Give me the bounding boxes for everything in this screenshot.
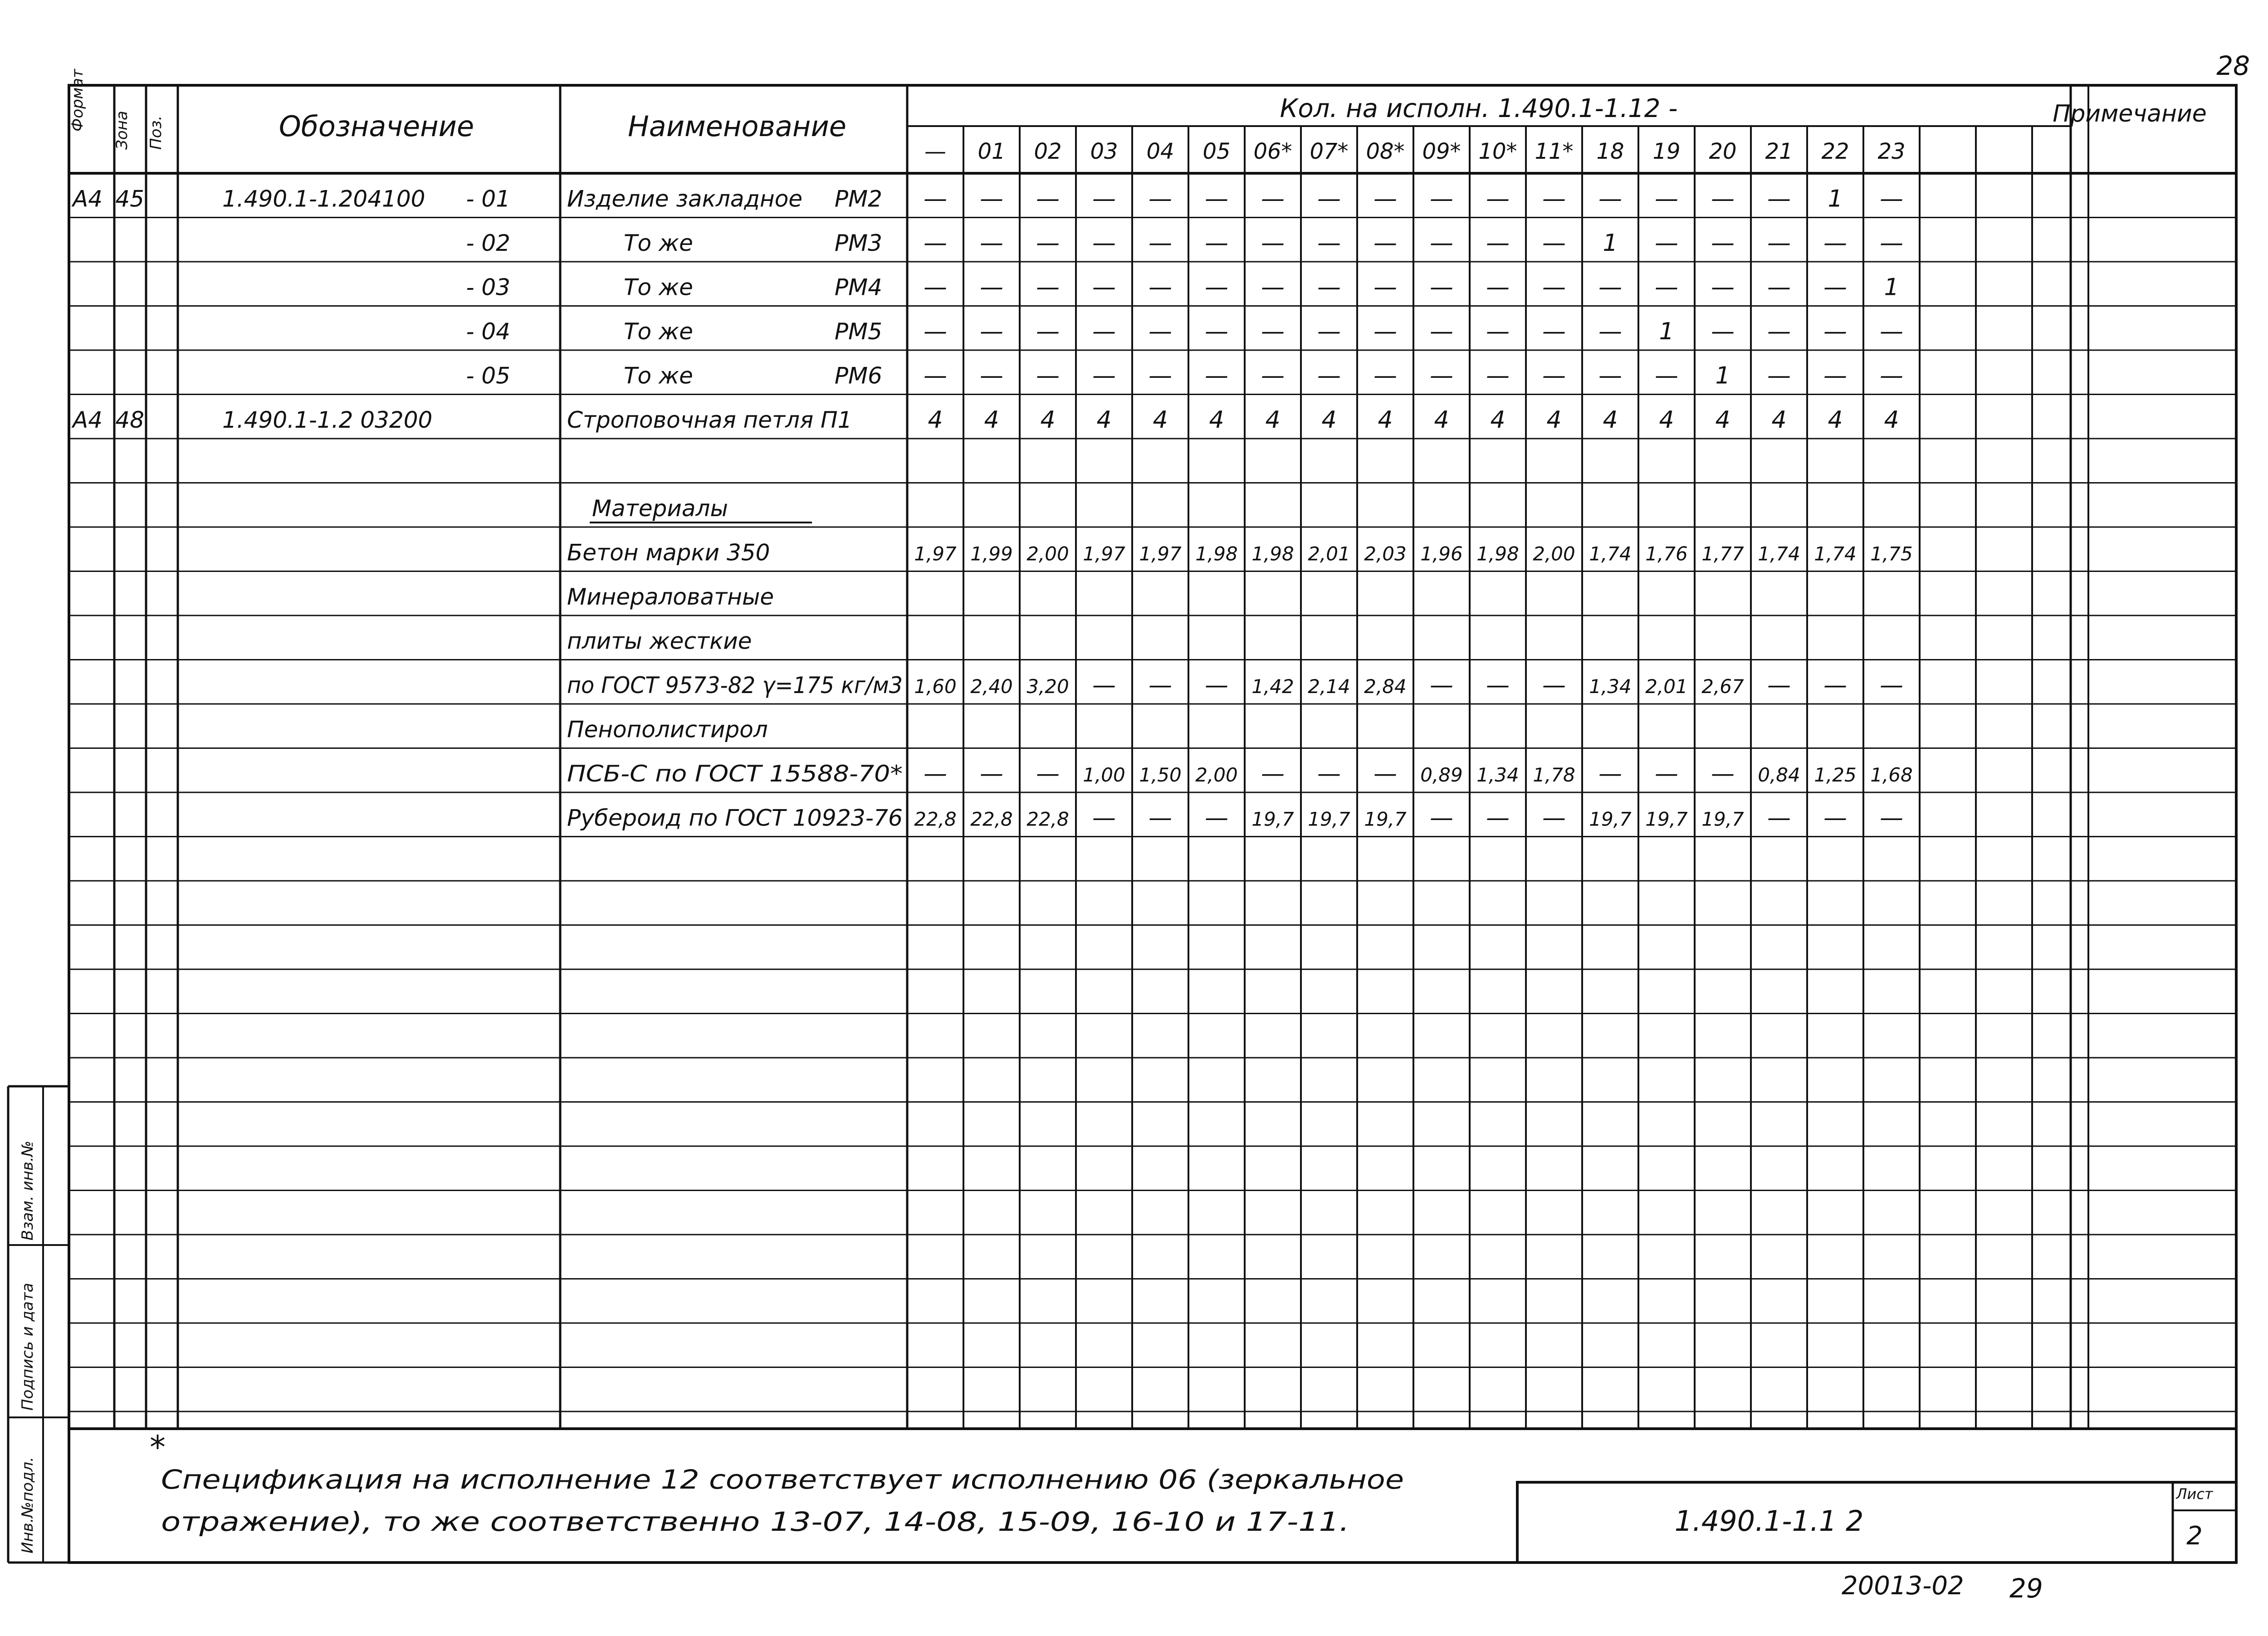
variant-column-header: 08* — [1366, 139, 1405, 164]
cell-quantity: — — [1542, 804, 1566, 832]
cell-quantity: 1 — [1659, 318, 1674, 345]
cell-quantity: 19,7 — [1701, 808, 1744, 830]
cell-quantity: — — [1655, 760, 1678, 787]
cell-quantity: — — [1486, 672, 1510, 699]
cell-quantity: — — [1092, 185, 1116, 213]
cell-quantity: — — [1036, 318, 1060, 345]
cell-mark: РМ6 — [834, 362, 882, 389]
cell-quantity: — — [1486, 273, 1510, 301]
cell-quantity: 1 — [1828, 185, 1843, 213]
cell-quantity: 4 — [928, 406, 943, 434]
cell-quantity: — — [1767, 318, 1791, 345]
cell-quantity: — — [1036, 230, 1060, 257]
cell-quantity: — — [1205, 230, 1228, 257]
cell-quantity: 4 — [1771, 406, 1787, 434]
cell-quantity: — — [1430, 185, 1453, 213]
cell-quantity: 0,89 — [1420, 764, 1463, 786]
title-block-sheet-label: Лист — [2176, 1485, 2213, 1503]
variant-column-header: 09* — [1422, 139, 1461, 164]
variant-column-header: 22 — [1821, 139, 1849, 164]
variant-column-header: 10* — [1478, 139, 1517, 164]
cell-quantity: — — [1205, 185, 1228, 213]
cell-quantity: — — [1036, 273, 1060, 301]
variant-column-header: 02 — [1034, 139, 1062, 164]
cell-quantity: — — [1317, 230, 1341, 257]
cell-quantity: — — [1767, 185, 1791, 213]
cell-quantity: 4 — [1715, 406, 1730, 434]
cell-quantity: — — [1205, 318, 1228, 345]
cell-quantity: — — [1149, 230, 1172, 257]
cell-mark: РМ2 — [834, 186, 882, 212]
cell-quantity: — — [924, 362, 947, 390]
cell-quantity: — — [1092, 230, 1116, 257]
cell-quantity: — — [1486, 230, 1510, 257]
cell-quantity: — — [1486, 362, 1510, 390]
header-pos: Поз. — [147, 115, 165, 150]
cell-quantity: — — [1711, 230, 1735, 257]
cell-quantity: — — [1149, 804, 1172, 832]
cell-quantity: 1 — [1603, 230, 1618, 257]
title-block-sheet-number: 2 — [2186, 1521, 2203, 1551]
cell-quantity: — — [1598, 185, 1622, 213]
cell-quantity: — — [1149, 273, 1172, 301]
cell-quantity: — — [1261, 362, 1285, 390]
cell-quantity: 1 — [1715, 362, 1730, 390]
cell-quantity: — — [1036, 185, 1060, 213]
cell-quantity: — — [1598, 318, 1622, 345]
variant-column-header: 03 — [1090, 139, 1118, 164]
variant-column-header: 06* — [1253, 139, 1292, 164]
title-block-doc-code: 1.490.1-1.1 2 — [1674, 1504, 1864, 1538]
cell-name: Пенополистирол — [567, 716, 768, 743]
cell-quantity: 2,01 — [1308, 542, 1350, 565]
variant-column-header: 11* — [1535, 139, 1574, 164]
cell-quantity: — — [1823, 804, 1847, 832]
header-name: Наименование — [628, 110, 846, 143]
cell-quantity: — — [1374, 318, 1397, 345]
cell-quantity: 1,98 — [1195, 542, 1238, 565]
cell-quantity: — — [924, 318, 947, 345]
cell-quantity: — — [1261, 230, 1285, 257]
cell-quantity: — — [1880, 185, 1903, 213]
title-block — [1517, 1482, 2236, 1563]
cell-quantity: 1,00 — [1083, 764, 1125, 786]
cell-quantity: — — [1655, 230, 1678, 257]
cell-quantity: 1,25 — [1814, 764, 1857, 786]
table-row — [567, 540, 1913, 566]
table-row — [567, 672, 1903, 699]
cell-quantity: — — [1486, 318, 1510, 345]
cell-quantity: — — [1430, 362, 1453, 390]
cell-quantity: — — [1823, 273, 1847, 301]
cell-quantity: — — [1767, 672, 1791, 699]
cell-quantity: — — [1542, 672, 1566, 699]
cell-quantity: — — [1880, 804, 1903, 832]
cell-quantity: — — [1542, 230, 1566, 257]
cell-quantity: — — [1317, 185, 1341, 213]
cell-quantity: 2,67 — [1701, 675, 1744, 698]
cell-quantity: 1,74 — [1589, 542, 1632, 565]
cell-quantity: 22,8 — [970, 808, 1013, 830]
header-format: Формат — [68, 69, 87, 132]
cell-name: по ГОСТ 9573-82 γ=175 кг/м3 — [567, 672, 903, 698]
cell-quantity: — — [1317, 760, 1341, 787]
cell-quantity: — — [1823, 362, 1847, 390]
cell-quantity: — — [1374, 362, 1397, 390]
cell-quantity: 2,00 — [1026, 542, 1069, 565]
cell-quantity: — — [1261, 273, 1285, 301]
cell-quantity: 1,75 — [1870, 542, 1913, 565]
cell-quantity: 1,77 — [1701, 542, 1744, 565]
variant-column-header: 01 — [978, 139, 1006, 164]
cell-quantity: 4 — [1603, 406, 1618, 434]
cell-quantity: — — [1430, 318, 1453, 345]
cell-quantity: 1,74 — [1758, 542, 1800, 565]
cell-quantity: — — [1767, 273, 1791, 301]
cell-quantity: 19,7 — [1645, 808, 1688, 830]
variant-column-header: 20 — [1709, 139, 1737, 164]
cell-quantity: — — [1430, 230, 1453, 257]
cell-quantity: — — [1542, 318, 1566, 345]
table-row — [71, 406, 1899, 434]
cell-quantity: 1,97 — [1139, 542, 1182, 565]
cell-quantity: 4 — [1040, 406, 1056, 434]
cell-name: Бетон марки 350 — [567, 539, 770, 566]
cell-quantity: — — [924, 760, 947, 787]
cell-quantity: — — [1036, 760, 1060, 787]
cell-name: плиты жесткие — [567, 628, 752, 654]
header-note: Примечание — [2053, 100, 2207, 127]
cell-quantity: — — [1430, 672, 1453, 699]
cell-designation: 1.490.1-1.204100 — [222, 186, 425, 212]
cell-quantity: 4 — [1265, 406, 1281, 434]
cell-quantity: 4 — [1659, 406, 1674, 434]
cell-quantity: — — [1149, 672, 1172, 699]
cell-quantity: 1,50 — [1139, 764, 1182, 786]
cell-quantity: 4 — [1321, 406, 1337, 434]
cell-designation-suffix: - 04 — [466, 318, 510, 345]
cell-quantity: — — [1205, 273, 1228, 301]
cell-quantity: — — [1317, 362, 1341, 390]
table-row — [466, 318, 1903, 345]
cell-quantity: 4 — [1096, 406, 1112, 434]
cell-quantity: — — [1205, 672, 1228, 699]
cell-quantity: 1,34 — [1589, 675, 1632, 698]
table-row — [71, 186, 1903, 213]
cell-quantity: 4 — [1209, 406, 1224, 434]
cell-quantity: 1 — [1884, 273, 1899, 301]
cell-designation-suffix: - 05 — [466, 362, 510, 389]
cell-quantity: — — [1261, 760, 1285, 787]
cell-quantity: — — [1374, 273, 1397, 301]
cell-quantity: 2,01 — [1645, 675, 1688, 698]
cell-quantity: — — [1767, 230, 1791, 257]
header-quantity-group: Кол. на исполн. 1.490.1-1.12 - — [1280, 94, 1678, 123]
cell-quantity: — — [1880, 362, 1903, 390]
cell-quantity: 1,74 — [1814, 542, 1857, 565]
cell-quantity: 4 — [1434, 406, 1449, 434]
cell-quantity: — — [1823, 318, 1847, 345]
cell-quantity: — — [1880, 672, 1903, 699]
side-stamp-podpis-data: Подпись и дата — [19, 1283, 37, 1411]
cell-quantity: — — [924, 230, 947, 257]
cell-quantity: — — [1092, 804, 1116, 832]
table-row — [567, 717, 768, 743]
header-designation: Обозначение — [279, 110, 474, 143]
cell-quantity: — — [924, 273, 947, 301]
cell-quantity: 1,68 — [1870, 764, 1913, 786]
cell-quantity: 1,42 — [1251, 675, 1294, 698]
cell-name: Изделие закладное — [567, 186, 803, 212]
cell-quantity: 4 — [1378, 406, 1393, 434]
cell-quantity: — — [1374, 760, 1397, 787]
cell-designation-suffix: - 02 — [466, 230, 510, 256]
cell-quantity: 2,00 — [1195, 764, 1238, 786]
cell-name: То же — [624, 274, 693, 301]
footnote-asterisk: * — [150, 1429, 166, 1466]
cell-name: Рубероид по ГОСТ 10923-76 — [567, 805, 903, 831]
table-row — [567, 760, 1913, 787]
cell-quantity: 22,8 — [1026, 808, 1069, 830]
cell-quantity: 1,78 — [1533, 764, 1575, 786]
cell-quantity: — — [1036, 362, 1060, 390]
cell-quantity: 3,20 — [1026, 675, 1069, 698]
cell-quantity: 4 — [1546, 406, 1562, 434]
cell-quantity: — — [1598, 273, 1622, 301]
cell-quantity: — — [1092, 672, 1116, 699]
cell-format: А4 — [73, 407, 103, 433]
cell-quantity: 1,76 — [1645, 542, 1688, 565]
cell-name: То же — [624, 362, 693, 389]
cell-quantity: — — [1598, 760, 1622, 787]
variant-column-header: 05 — [1202, 139, 1231, 164]
cell-quantity: 1,99 — [970, 542, 1013, 565]
cell-quantity: — — [1486, 804, 1510, 832]
cell-quantity: — — [1430, 273, 1453, 301]
cell-quantity: 2,14 — [1308, 675, 1350, 698]
cell-name-section-heading: Материалы — [592, 495, 728, 522]
cell-quantity: 1,97 — [914, 542, 957, 565]
cell-quantity: — — [1598, 362, 1622, 390]
cell-quantity: 1,60 — [914, 675, 957, 698]
table-row — [567, 628, 752, 654]
footnote-line-1: Спецификация на исполнение 12 соответствует исполнению 06 (зеркальное — [161, 1464, 1404, 1495]
cell-quantity: — — [1880, 318, 1903, 345]
cell-quantity: 4 — [1884, 406, 1899, 434]
cell-quantity: — — [980, 185, 1003, 213]
variant-column-header: 23 — [1877, 139, 1906, 164]
cell-quantity: — — [1711, 185, 1735, 213]
variant-column-header: 19 — [1652, 139, 1681, 164]
cell-designation-suffix: - 01 — [466, 186, 510, 212]
cell-quantity: — — [1655, 273, 1678, 301]
cell-quantity: — — [1317, 318, 1341, 345]
variant-column-header: 04 — [1146, 139, 1174, 164]
cell-quantity: 4 — [984, 406, 999, 434]
cell-quantity: 2,84 — [1364, 675, 1407, 698]
cell-quantity: — — [1542, 362, 1566, 390]
cell-quantity: — — [980, 230, 1003, 257]
cell-quantity: — — [1092, 362, 1116, 390]
cell-quantity: — — [980, 318, 1003, 345]
cell-name: Минераловатные — [567, 584, 774, 610]
cell-quantity: — — [1711, 318, 1735, 345]
cell-quantity: — — [1261, 185, 1285, 213]
cell-quantity: — — [1092, 318, 1116, 345]
cell-quantity: 1,98 — [1476, 542, 1519, 565]
cell-pos: 45 — [115, 186, 144, 212]
table-row — [567, 584, 774, 610]
cell-quantity: — — [1092, 273, 1116, 301]
page-number: 28 — [2216, 50, 2250, 81]
cell-quantity: — — [1205, 804, 1228, 832]
cell-name: ПСБ-С по ГОСТ 15588-70* — [567, 761, 903, 787]
cell-mark: РМ4 — [834, 274, 882, 301]
cell-quantity: — — [1205, 362, 1228, 390]
table-row — [466, 274, 1899, 301]
cell-quantity: — — [1767, 362, 1791, 390]
cell-quantity: 19,7 — [1308, 808, 1350, 830]
cell-quantity: 0,84 — [1758, 764, 1800, 786]
cell-quantity: — — [1711, 273, 1735, 301]
cell-quantity: 2,40 — [970, 675, 1013, 698]
cell-quantity: — — [1711, 760, 1735, 787]
cell-quantity: 1,34 — [1476, 764, 1519, 786]
side-stamp-inv-podl: Инв.№подл. — [19, 1457, 37, 1553]
cell-name: То же — [624, 230, 693, 256]
cell-quantity: 19,7 — [1251, 808, 1294, 830]
cell-quantity: — — [1430, 804, 1453, 832]
cell-quantity: 2,00 — [1533, 542, 1575, 565]
cell-quantity: 19,7 — [1589, 808, 1632, 830]
table-row — [466, 230, 1903, 257]
cell-designation: 1.490.1-1.2 03200 — [222, 407, 433, 433]
cell-quantity: — — [1823, 230, 1847, 257]
cell-quantity: 4 — [1828, 406, 1843, 434]
cell-quantity: — — [1542, 273, 1566, 301]
header-zone: Зона — [113, 111, 131, 150]
cell-quantity: 1,97 — [1083, 542, 1125, 565]
cell-quantity: — — [1149, 362, 1172, 390]
variant-column-header: 21 — [1765, 139, 1793, 164]
cell-mark: РМ3 — [834, 230, 882, 256]
cell-quantity: 19,7 — [1364, 808, 1407, 830]
footnote-line-2: отражение), то же соответственно 13-07, 14-08, 15-09, 16-10 и 17-11. — [161, 1506, 1349, 1537]
cell-quantity: — — [1823, 672, 1847, 699]
cell-designation-suffix: - 03 — [466, 274, 510, 301]
cell-mark: РМ5 — [834, 318, 882, 345]
specification-rows — [71, 186, 1913, 832]
cell-quantity: — — [980, 273, 1003, 301]
archive-page: 29 — [2009, 1573, 2043, 1604]
variant-column-headers — [924, 139, 1906, 164]
table-row — [466, 362, 1903, 390]
cell-pos: 48 — [115, 407, 144, 433]
cell-quantity: — — [1655, 362, 1678, 390]
variant-column-header: 18 — [1596, 139, 1624, 164]
variant-column-header: — — [924, 139, 946, 164]
cell-quantity: — — [1149, 185, 1172, 213]
table-row — [567, 805, 1903, 832]
cell-quantity: — — [924, 185, 947, 213]
cell-quantity: — — [980, 362, 1003, 390]
cell-quantity: 4 — [1153, 406, 1168, 434]
variant-column-header: 07* — [1310, 139, 1349, 164]
cell-quantity: — — [1149, 318, 1172, 345]
cell-quantity: — — [1374, 230, 1397, 257]
cell-name: Строповочная петля П1 — [567, 407, 852, 433]
cell-quantity: — — [1542, 185, 1566, 213]
cell-name: То же — [624, 318, 693, 345]
table-row — [590, 495, 812, 523]
archive-number: 20013-02 — [1842, 1571, 1964, 1601]
cell-quantity: — — [980, 760, 1003, 787]
cell-quantity: — — [1767, 804, 1791, 832]
cell-quantity: — — [1317, 273, 1341, 301]
cell-quantity: — — [1655, 185, 1678, 213]
cell-quantity: — — [1374, 185, 1397, 213]
cell-quantity: — — [1486, 185, 1510, 213]
cell-quantity: 4 — [1490, 406, 1505, 434]
side-stamp-vzam-inv: Взам. инв.№ — [19, 1140, 37, 1240]
cell-quantity: 1,98 — [1251, 542, 1294, 565]
cell-quantity: 22,8 — [914, 808, 957, 830]
cell-quantity: 2,03 — [1364, 542, 1407, 565]
cell-format: А4 — [73, 186, 103, 212]
cell-quantity: — — [1261, 318, 1285, 345]
cell-quantity: — — [1880, 230, 1903, 257]
cell-quantity: 1,96 — [1420, 542, 1463, 565]
